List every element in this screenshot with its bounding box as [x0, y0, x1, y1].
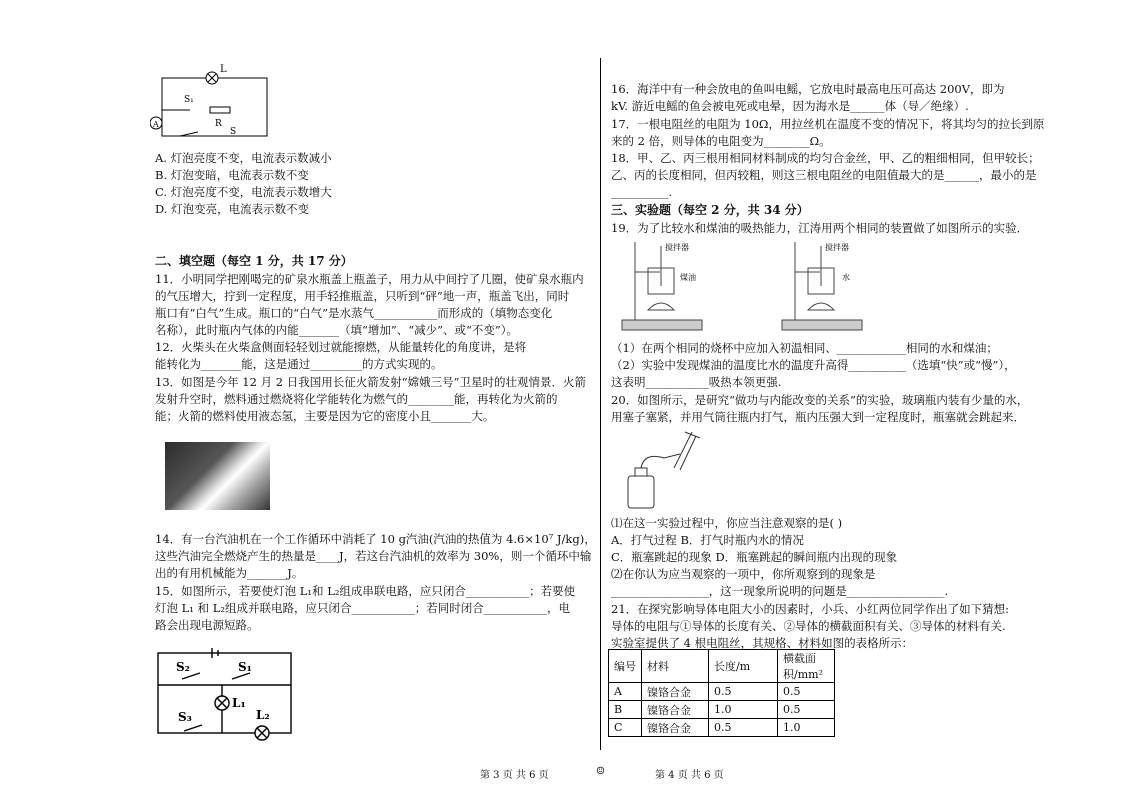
- table-header-row: [609, 650, 835, 683]
- q20-sub-1: ⑴在这一实验过程中，你应当注意观察的是( ): [611, 516, 843, 530]
- cell-area: 0.5: [778, 683, 835, 701]
- option-a: A. 灯泡亮度不变，电流表示数减小: [155, 151, 332, 165]
- q18-line-1: 18．甲、乙、丙三根用相同材料制成的均匀合金丝，甲、乙的粗细相同，但甲较长；: [611, 151, 1040, 165]
- q12-line-2: 能转化为_______能，这是通过_________的方式实现的。: [155, 357, 443, 371]
- lamp-label: L: [220, 64, 227, 75]
- cell-id: B: [609, 701, 642, 719]
- water-label: 水: [842, 273, 850, 282]
- rocket-launch-photo: [165, 442, 270, 510]
- q18-line-2: 乙、丙的长度相同，但丙较粗，则这三根电阻丝的电阻值最大的是______，最小的是: [611, 168, 1037, 182]
- q11-line-3: 瓶口有“白气”生成。瓶口的“白气”是水蒸气___________而形成的（填物态变化: [155, 306, 553, 320]
- page-number-right: 第 4 页 共 6 页: [655, 770, 724, 781]
- q15-line-2: 灯泡 L₁ 和 L₂组成并联电路，应只闭合___________；若同时闭合___________，电: [155, 601, 570, 615]
- q11-line-2: 的气压增大，拧到一定程度，用手轻推瓶盖，只听到“砰”地一声，瓶盖飞出，同时: [155, 289, 570, 303]
- section-3-title: 三、实验题（每空 2 分，共 34 分）: [611, 203, 809, 217]
- q13-line-2: 发射升空时，燃料通过燃烧将化学能转化为燃气的________能，再转化为火箭的: [155, 392, 558, 406]
- table-row: [609, 719, 835, 737]
- q19-sub-3: 这表明___________吸热本领更强.: [611, 375, 782, 389]
- cell-material: 镍铬合金: [642, 683, 709, 701]
- q13-line-1: 13．如图是今年 12 月 2 日我国用长征火箭发射“嫦娥三号”卫星时的壮观情景．火箭: [155, 375, 586, 389]
- oil-label: 煤油: [680, 273, 696, 282]
- ammeter-label: A: [153, 120, 159, 129]
- q21-line-1: 21．在探究影响导体电阻大小的因素时，小兵、小红两位同学作出了如下猜想:: [611, 602, 1010, 616]
- q14-line-2: 这些汽油完全燃烧产生的热量是____J，若这台汽油机的效率为 30%，则一个循环中输: [155, 549, 592, 563]
- q11-line-4: 名称），此时瓶内气体的内能_______（填“增加”、“减少”、或“不变”）。: [155, 323, 519, 337]
- page-number-left: 第 3 页 共 6 页: [480, 770, 549, 781]
- q20-line-1: 20．如图所示，是研究“做功与内能改变的关系”的实验，玻璃瓶内装有少量的水，: [611, 393, 1029, 407]
- footer-symbol: ☺: [596, 766, 605, 777]
- q20-sub-3: C．瓶塞跳起的现象 D．瓶塞跳起的瞬间瓶内出现的现象: [611, 550, 898, 564]
- q19-sub-2: （2）实验中发现煤油的温度比水的温度升高得__________（选填“快”或“慢”），: [611, 358, 1016, 372]
- cell-area: 0.5: [778, 701, 835, 719]
- cell-id: A: [609, 683, 642, 701]
- q13-line-3: 能；火箭的燃料使用液态氢，主要是因为它的密度小且_______大。: [155, 409, 495, 423]
- table-row: [609, 683, 835, 701]
- table-row: [609, 701, 835, 719]
- wire-spec-table: [608, 649, 835, 737]
- switch-s2-label: S₂: [176, 660, 190, 674]
- q16-line-2: kV. 游近电鳐的鱼会被电死或电晕，因为海水是______体（导／绝缘）.: [611, 99, 969, 113]
- q20-sub-4: ⑵在你认为应当观察的一项中，你所观察到的现象是: [611, 567, 876, 581]
- q20-sub-2: A．打气过程 B．打气时瓶内水的情况: [611, 533, 804, 547]
- header-id: 编号: [609, 650, 642, 683]
- q21-line-2: 导体的电阻与①导体的长度有关、②导体的横截面积有关、③导体的材料有关.: [611, 619, 1006, 633]
- q11-line-1: 11．小明同学把刚喝完的矿泉水瓶盖上瓶盖子，用力从中间拧了几圈，使矿泉水瓶内: [155, 272, 584, 286]
- cell-material: 镍铬合金: [642, 701, 709, 719]
- circuit-diagram-1: [150, 62, 275, 142]
- cell-length: 0.5: [709, 683, 778, 701]
- q16-line-1: 16．海洋中有一种会放电的鱼叫电鳐，它放电时最高电压可高达 200V，即为: [611, 82, 1005, 96]
- stirrer-label-1: 搅拌器: [665, 243, 689, 252]
- resistor-label: R: [215, 119, 222, 129]
- q15-line-1: 15．如图所示，若要使灯泡 L₁和 L₂组成串联电路，应只闭合___________；若要使: [155, 584, 576, 598]
- q19-sub-1: （1）在两个相同的烧杯中应加入初温相同、____________相同的水和煤油；: [611, 341, 998, 355]
- cell-area: 1.0: [778, 719, 835, 737]
- q12-line-1: 12．火柴头在火柴盒侧面轻轻划过就能擦燃，从能量转化的角度讲，是将: [155, 340, 527, 354]
- cell-length: 0.5: [709, 719, 778, 737]
- circuit-diagram-2: [152, 645, 297, 745]
- lamp-l2-label: L₂: [256, 708, 270, 722]
- stirrer-label-2: 搅拌器: [825, 243, 849, 252]
- lamp-l1-label: L₁: [232, 696, 246, 710]
- header-length: 长度/m: [709, 650, 778, 683]
- heating-apparatus-figure: [620, 238, 890, 336]
- q20-line-2: 用塞子塞紧，并用气筒往瓶内打气，瓶内压强大到一定程度时，瓶塞就会跳起来．: [611, 410, 1025, 424]
- column-divider: [600, 58, 601, 750]
- q17-line-2: 来的 2 倍，则导体的电阻变为________Ω。: [611, 134, 831, 148]
- cell-length: 1.0: [709, 701, 778, 719]
- option-d: D. 灯泡变亮，电流表示数不变: [155, 202, 310, 216]
- q15-line-3: 路会出现电源短路。: [155, 618, 259, 632]
- header-area: 横截面积/mm²: [778, 650, 835, 683]
- cell-id: C: [609, 719, 642, 737]
- q14-line-3: 出的有用机械能为_______J。: [155, 566, 304, 580]
- option-b: B. 灯泡变暗，电流表示数不变: [155, 168, 309, 182]
- section-2-title: 二、填空题（每空 1 分，共 17 分）: [155, 254, 353, 268]
- q18-line-3: __________.: [611, 185, 673, 199]
- q17-line-1: 17．一根电阻丝的电阻为 10Ω，用拉丝机在温度不变的情况下，将其均匀的拉长到原: [611, 117, 1045, 131]
- switch-s1-label: S₁: [184, 95, 194, 105]
- q14-line-1: 14．有一台汽油机在一个工作循环中消耗了 10 g汽油(汽油的热值为 4.6×10⁷ J/kg)，: [155, 532, 596, 546]
- q19-line-1: 19．为了比较水和煤油的吸热能力，江涛用两个相同的装置做了如图所示的实验．: [611, 221, 1029, 235]
- switch-s-label: S: [230, 127, 237, 137]
- bottle-pump-figure: [622, 428, 702, 510]
- q20-sub-5: _________________，这一现象所说明的问题是_________________.: [611, 584, 949, 598]
- cell-material: 镍铬合金: [642, 719, 709, 737]
- switch-s3-label: S₃: [178, 710, 192, 724]
- option-c: C. 灯泡亮度不变，电流表示数增大: [155, 185, 332, 199]
- q21-line-3: 实验室提供了 4 根电阻丝，其规格、材料如图的表格所示：: [611, 636, 914, 650]
- header-material: 材料: [642, 650, 709, 683]
- switch-s1-label: S₁: [238, 660, 252, 674]
